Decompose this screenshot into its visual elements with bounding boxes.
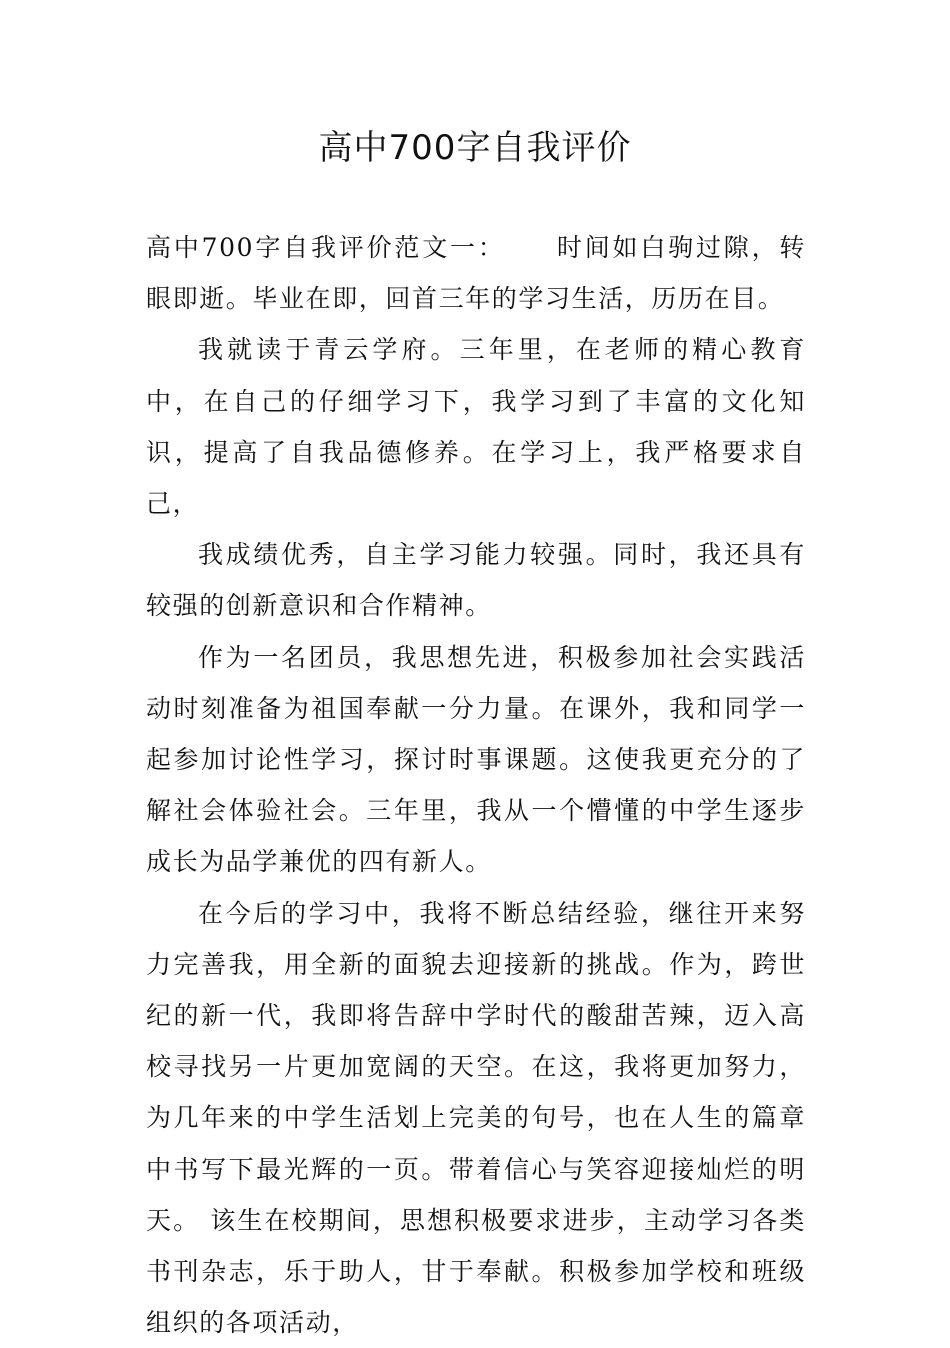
body-paragraph-3: 作为一名团员，我思想先进，积极参加社会实践活动时刻准备为祖国奉献一分力量。在课外，我和同学一起参加讨论性学习，探讨时事课题。这使我更充分的了解社会体验社会。三年里，我从一个懵懂的中学生逐步成长为品学兼优的四有新人。 bbox=[146, 642, 806, 877]
body-paragraph-2: 我成绩优秀，自主学习能力较强。同时，我还具有较强的创新意识和合作精神。 bbox=[146, 540, 806, 621]
document-body bbox=[146, 222, 806, 1348]
intro-paragraph bbox=[146, 222, 806, 324]
body-paragraph-1: 我就读于青云学府。三年里，在老师的精心教育中，在自己的仔细学习下，我学习到了丰富的文化知识，提高了自我品德修养。在学习上，我严格要求自己， bbox=[146, 335, 806, 519]
intro-text: 时间如白驹过隙，转眼即逝。毕业在即，回首三年的学习生活，历历在目。 bbox=[146, 233, 806, 314]
document-title: 高中700字自我评价 bbox=[318, 128, 632, 168]
intro-label: 高中700字自我评价范文一： bbox=[146, 233, 506, 262]
body-paragraph-4: 在今后的学习中，我将不断总结经验，继往开来努力完善我，用全新的面貌去迎接新的挑战。作为，跨世纪的新一代，我即将告辞中学时代的酸甜苦辣，迈入高校寻找另一片更加宽阔的天空。在这，我将更加努力，为几年来的中学生活划上完美的句号，也在人生的篇章中书写下最光辉的一页。带着信心与笑容迎接灿烂的明天。 该生在校期间，思想积极要求进步，主动学习各类书刊杂志，乐于助人，甘于奉献。积极参加学校和班级组织的各项活动， bbox=[146, 898, 806, 1338]
